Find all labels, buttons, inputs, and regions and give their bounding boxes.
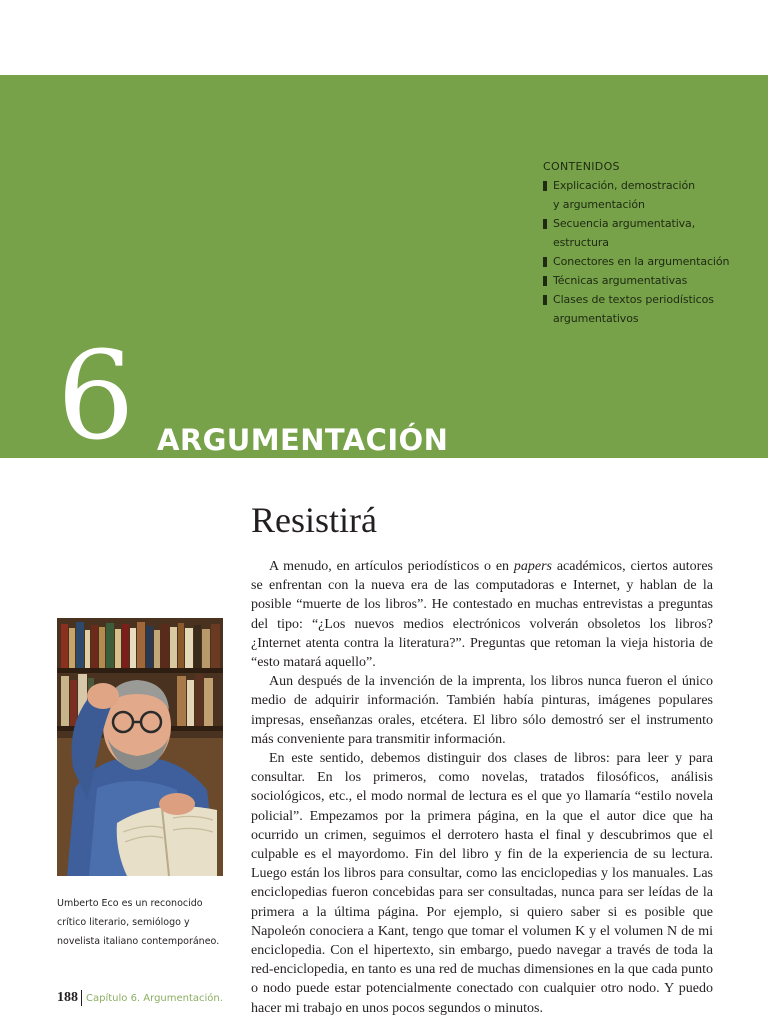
contents-item-text: Explicación, demostración [553,179,695,192]
contents-item [543,252,758,271]
article-body [251,557,713,1018]
contents-item-text: Secuencia argumentativa, [553,217,696,230]
author-photo [57,618,223,876]
contents-item-text-cont: argumentativos [553,312,639,325]
contents-item-text-cont: estructura [553,236,609,249]
page-footer [57,990,223,1006]
contents-item [543,290,758,328]
article-title: Resistirá [251,500,377,540]
contents-heading: CONTENIDOS [543,160,620,173]
contents-list [543,176,758,328]
page-number: 188 [57,990,78,1005]
contents-item-text-cont: y argumentación [553,198,645,211]
article-paragraph [251,557,713,672]
contents-item [543,214,758,252]
photo-caption: Umberto Eco es un reconocido crítico literario, semiólogo y novelista italiano contemporáneo. [57,898,220,947]
article-paragraph: Aun después de la invención de la imprenta, los libros nunca fueron el único medio de adquirir información. También había pinturas, imágenes populares impresas, enseñanzas orales, etcétera. El libro sólo demostró ser el instrumento más conveniente para transmitir información. [251,674,713,747]
paragraph-text: A menudo, en artículos periodísticos o en [269,559,514,574]
contents-item-text: Técnicas argumentativas [553,274,688,287]
contents-item [543,271,758,290]
article-paragraph: En este sentido, debemos distinguir dos clases de libros: para leer y para consultar. En los primeros, como novelas, tratados filosóficos, análisis sociológicos, etc., el modo normal de lectura es el que yo llamaría “estilo novela policial”. Empezamos por la primera página, en la que el autor dice que ha ocurrido un crimen, seguimos el derrotero hasta el final y descubrimos que el culpable es el mayordomo. Fin del libro y fin de la experiencia de su lectura. Luego están los libros para consultar, como las enciclopedias y los manuales. Las enciclopedias fueron concebidas para ser consultadas, nunca para ser leídas de la primera a la última página. Por ejemplo, si quiero saber si es posible que Napoleón conociera a Kant, tengo que tomar el volumen K y el volumen N de mi enciclopedia. Con el hipertexto, sin embargo, puedo navegar a través de toda la red-enciclopedia, en tanto es una red de muchas dimensiones en la que cada punto o nodo puede estar potencialmente conectado con cualquier otro nodo. Y puedo hacer mi trabajo en unos pocos segundos o minutos. [251,751,713,1016]
footer-chapter-label: Capítulo 6. Argumentación. [86,992,223,1004]
contents-item-text: Conectores en la argumentación [553,255,730,268]
paragraph-text: académicos, ciertos autores se enfrentan con la nueva era de las computadoras e Internet, y hablan de la posible “muerte de los libros”. He contestado en muchas entrevistas a preguntas del tipo: “¿Los nuevos medios electrónicos volverán obsoletos los libros? ¿Internet atenta contra la literatura?”. Preguntas que retoman la vieja historia de “esto matará aquello”. [251,559,714,671]
contents-box [543,157,758,328]
contents-item [543,176,758,214]
contents-item-text: Clases de textos periodísticos [553,293,714,306]
chapter-title: ARGUMENTACIÓN [157,423,449,457]
emphasis-text: papers [513,559,552,574]
chapter-number: 6 [57,325,135,467]
footer-divider [81,990,82,1006]
